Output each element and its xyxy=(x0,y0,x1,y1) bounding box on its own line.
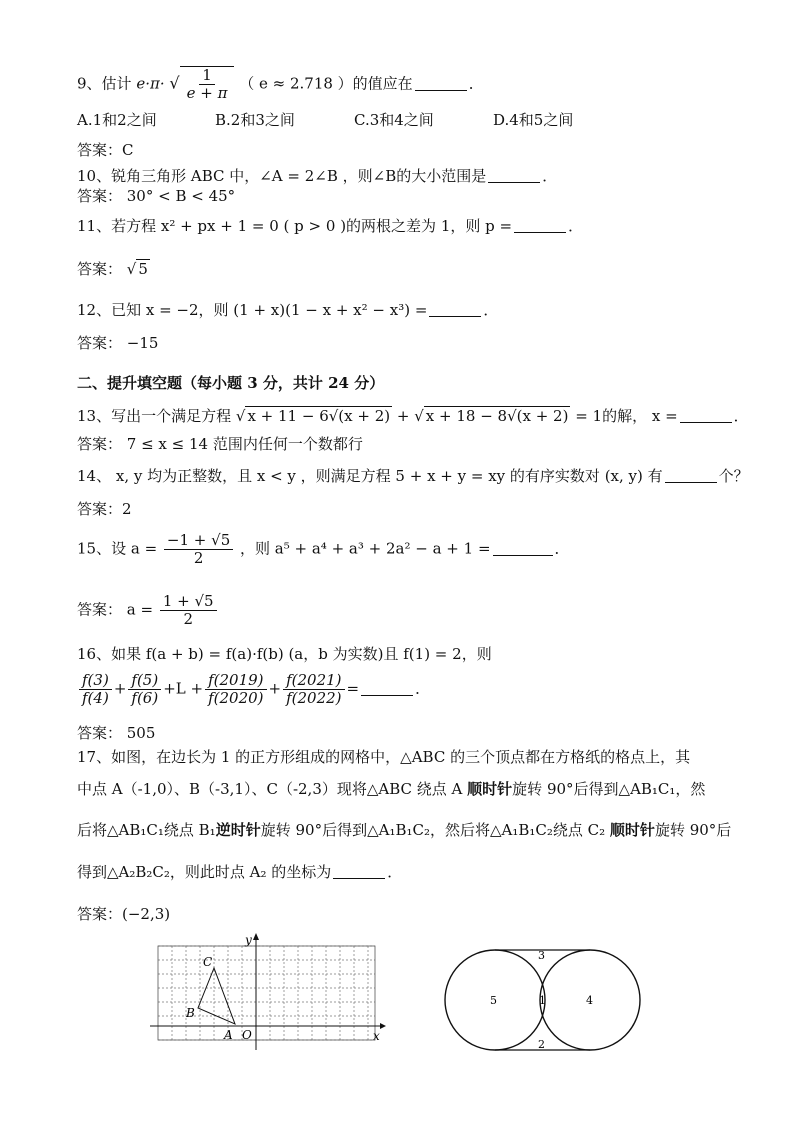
q15-frac-den: 2 xyxy=(193,549,204,567)
q17-blank[interactable] xyxy=(333,863,385,879)
q16-frac-3-den: f(2020) xyxy=(208,689,264,707)
q13-blank[interactable] xyxy=(680,407,732,423)
q11-answer-label: 答案： xyxy=(77,260,123,278)
y-axis-arrow xyxy=(253,933,259,940)
q15-blank[interactable] xyxy=(493,540,553,556)
q17-tail: ． xyxy=(387,863,403,881)
q15-frac-num: −1 + √5 xyxy=(164,532,233,550)
q16-equals: = xyxy=(346,679,360,698)
q16-line1: 16、如果 f(a + b) = f(a)·f(b) (a，b 为实数)且 f(1) = 2，则 xyxy=(77,645,492,663)
q16-frac-1-num: f(3) xyxy=(79,672,112,690)
triangle-abc xyxy=(198,968,235,1024)
q12-blank[interactable] xyxy=(429,301,481,317)
q17-line4 xyxy=(77,862,402,882)
venn-diagram-figure xyxy=(440,940,645,1060)
q15-line xyxy=(77,532,570,567)
q17-line3-b: 逆时针 xyxy=(215,821,261,839)
region-1: 1 xyxy=(539,994,546,1007)
q17-line4-text: 得到△A₂B₂C₂，则此时点 A₂ 的坐标为 xyxy=(77,863,332,881)
coordinate-grid-figure xyxy=(140,928,390,1058)
q17-answer: 答案：(−2,3) xyxy=(77,905,171,923)
q14-blank[interactable] xyxy=(665,467,717,483)
q16-plus-1: + xyxy=(113,679,127,698)
q14-line xyxy=(77,466,749,486)
label-a: A xyxy=(224,1028,233,1042)
q9-option-b: B.2和3之间 xyxy=(215,111,295,129)
q13-root1-sign: √ xyxy=(235,407,246,425)
q17-line1: 17、如图，在边长为 1 的正方形组成的网格中，△ABC 的三个顶点都在方格纸的格点上，其 xyxy=(77,748,691,766)
q13-mid: = 1的解， x = xyxy=(570,407,678,425)
q9-frac-num: 1 xyxy=(199,67,215,85)
q17-line2-c: 旋转 90°后得到△AB₁C₁，然 xyxy=(512,780,706,798)
q16-ellipsis: +L + xyxy=(163,679,204,698)
q12-line xyxy=(77,300,498,320)
q15-mid: ，则 a⁵ + a⁴ + a³ + 2a² − a + 1 = xyxy=(240,539,491,558)
label-b: B xyxy=(186,1006,195,1020)
q11-text: 11、若方程 x² + px + 1 = 0 ( p > 0 )的两根之差为 1，则 p = xyxy=(77,217,513,235)
q9-note: （ e ≈ 2.718 ）的值应在 xyxy=(239,74,413,93)
q17-line2 xyxy=(77,779,705,799)
q10-line xyxy=(77,166,557,186)
region-3: 3 xyxy=(538,949,545,962)
q11-answer-value: 5 xyxy=(138,260,148,278)
q16-tail: ． xyxy=(415,679,431,698)
q12-tail: ． xyxy=(483,301,499,319)
q9-line xyxy=(77,66,484,102)
q9-option-a: A.1和2之间 xyxy=(77,111,157,129)
q12-answer: 答案： −15 xyxy=(77,334,159,352)
q14-answer: 答案：2 xyxy=(77,500,132,518)
q9-root-sign: √ xyxy=(169,73,180,93)
q9-frac-den: e + π xyxy=(186,84,228,102)
q15-answer-fraction xyxy=(160,593,217,628)
q16-frac-3-num: f(2019) xyxy=(205,672,266,690)
q13-root1: x + 11 − 6√(x + 2) xyxy=(247,407,391,425)
q9-answer: 答案：C xyxy=(77,141,134,159)
section2-title: 二、提升填空题（每小题 3 分，共计 24 分） xyxy=(77,374,385,392)
q15-prefix: 15、设 a = xyxy=(77,539,158,558)
q9-fraction xyxy=(184,67,231,102)
q16-frac-3 xyxy=(205,672,266,707)
q9-option-d: D.4和5之间 xyxy=(493,111,574,129)
q9-option-c: C.3和4之间 xyxy=(354,111,434,129)
q17-line3 xyxy=(77,820,731,840)
q16-frac-4-num: f(2021) xyxy=(283,672,344,690)
q10-text: 10、锐角三角形 ABC 中，∠A = 2∠B ，则∠B的大小范围是 xyxy=(77,167,487,185)
q16-frac-1 xyxy=(79,672,112,707)
q11-root-sign: √ xyxy=(126,260,137,278)
q16-frac-2-den: f(6) xyxy=(131,689,159,707)
q16-plus-2: + xyxy=(268,679,282,698)
q9-prefix: 9、估计 xyxy=(77,74,132,93)
q12-text: 12、已知 x = −2，则 (1 + x)(1 − x + x² − x³) = xyxy=(77,301,428,319)
q13-root2-sign: √ xyxy=(414,407,424,425)
q16-blank[interactable] xyxy=(361,680,413,696)
q16-frac-2-num: f(5) xyxy=(128,672,161,690)
q15-fraction xyxy=(164,532,233,567)
q16-frac-4-den: f(2022) xyxy=(286,689,342,707)
q13-answer: 答案： 7 ≤ x ≤ 14 范围内任何一个数都行 xyxy=(77,435,363,453)
q14-text: 14、 x, y 均为正整数，且 x < y ，则满足方程 5 + x + y = xy 的有序实数对 (x, y) 有 xyxy=(77,467,663,485)
q17-line2-b: 顺时针 xyxy=(467,780,513,798)
q11-tail: ． xyxy=(568,217,584,235)
q15-answer xyxy=(77,593,219,628)
q15-tail: ． xyxy=(554,539,570,558)
q15-answer-den: 2 xyxy=(183,610,193,628)
q13-line xyxy=(77,406,749,426)
q13-plus: + xyxy=(392,407,415,425)
q10-answer: 答案： 30° < B < 45° xyxy=(77,187,236,205)
q13-tail: ． xyxy=(733,407,749,425)
q9-blank[interactable] xyxy=(415,75,467,91)
q11-blank[interactable] xyxy=(514,217,566,233)
q17-line3-a: 后将△AB₁C₁绕点 B₁ xyxy=(77,821,216,839)
q15-answer-label: 答案： a = xyxy=(77,600,154,619)
q17-line2-a: 中点 A（-1,0）、B（-3,1）、C（-2,3）现将△ABC 绕点 A xyxy=(77,780,468,798)
q17-line3-c: 旋转 90°后得到△A₁B₁C₂，然后将△A₁B₁C₂绕点 C₂ xyxy=(260,821,610,839)
q9-expr: e·π· xyxy=(136,74,165,93)
q9-tail: ． xyxy=(468,74,484,93)
q11-line xyxy=(77,216,583,236)
q17-line3-d: 顺时针 xyxy=(609,821,655,839)
label-x: x xyxy=(373,1029,380,1043)
q16-line2 xyxy=(77,672,430,707)
label-o: O xyxy=(242,1028,252,1042)
q17-line3-e: 旋转 90°后 xyxy=(654,821,732,839)
q16-frac-4 xyxy=(283,672,344,707)
q16-frac-2 xyxy=(128,672,161,707)
q16-frac-1-den: f(4) xyxy=(82,689,109,707)
region-5: 5 xyxy=(490,994,497,1007)
q14-tail: 个？ xyxy=(718,467,749,485)
x-axis-arrow xyxy=(380,1023,386,1029)
q16-answer: 答案： 505 xyxy=(77,724,156,742)
q11-answer xyxy=(77,259,150,279)
label-c: C xyxy=(203,955,213,969)
q13-root2: x + 18 − 8√(x + 2) xyxy=(425,407,569,425)
label-y: y xyxy=(245,933,252,947)
q15-answer-num: 1 + √5 xyxy=(160,593,217,611)
q10-tail: ． xyxy=(542,167,558,185)
q13-prefix: 13、写出一个满足方程 xyxy=(77,407,232,425)
region-4: 4 xyxy=(586,994,593,1007)
q10-blank[interactable] xyxy=(488,167,540,183)
region-2: 2 xyxy=(538,1038,545,1051)
